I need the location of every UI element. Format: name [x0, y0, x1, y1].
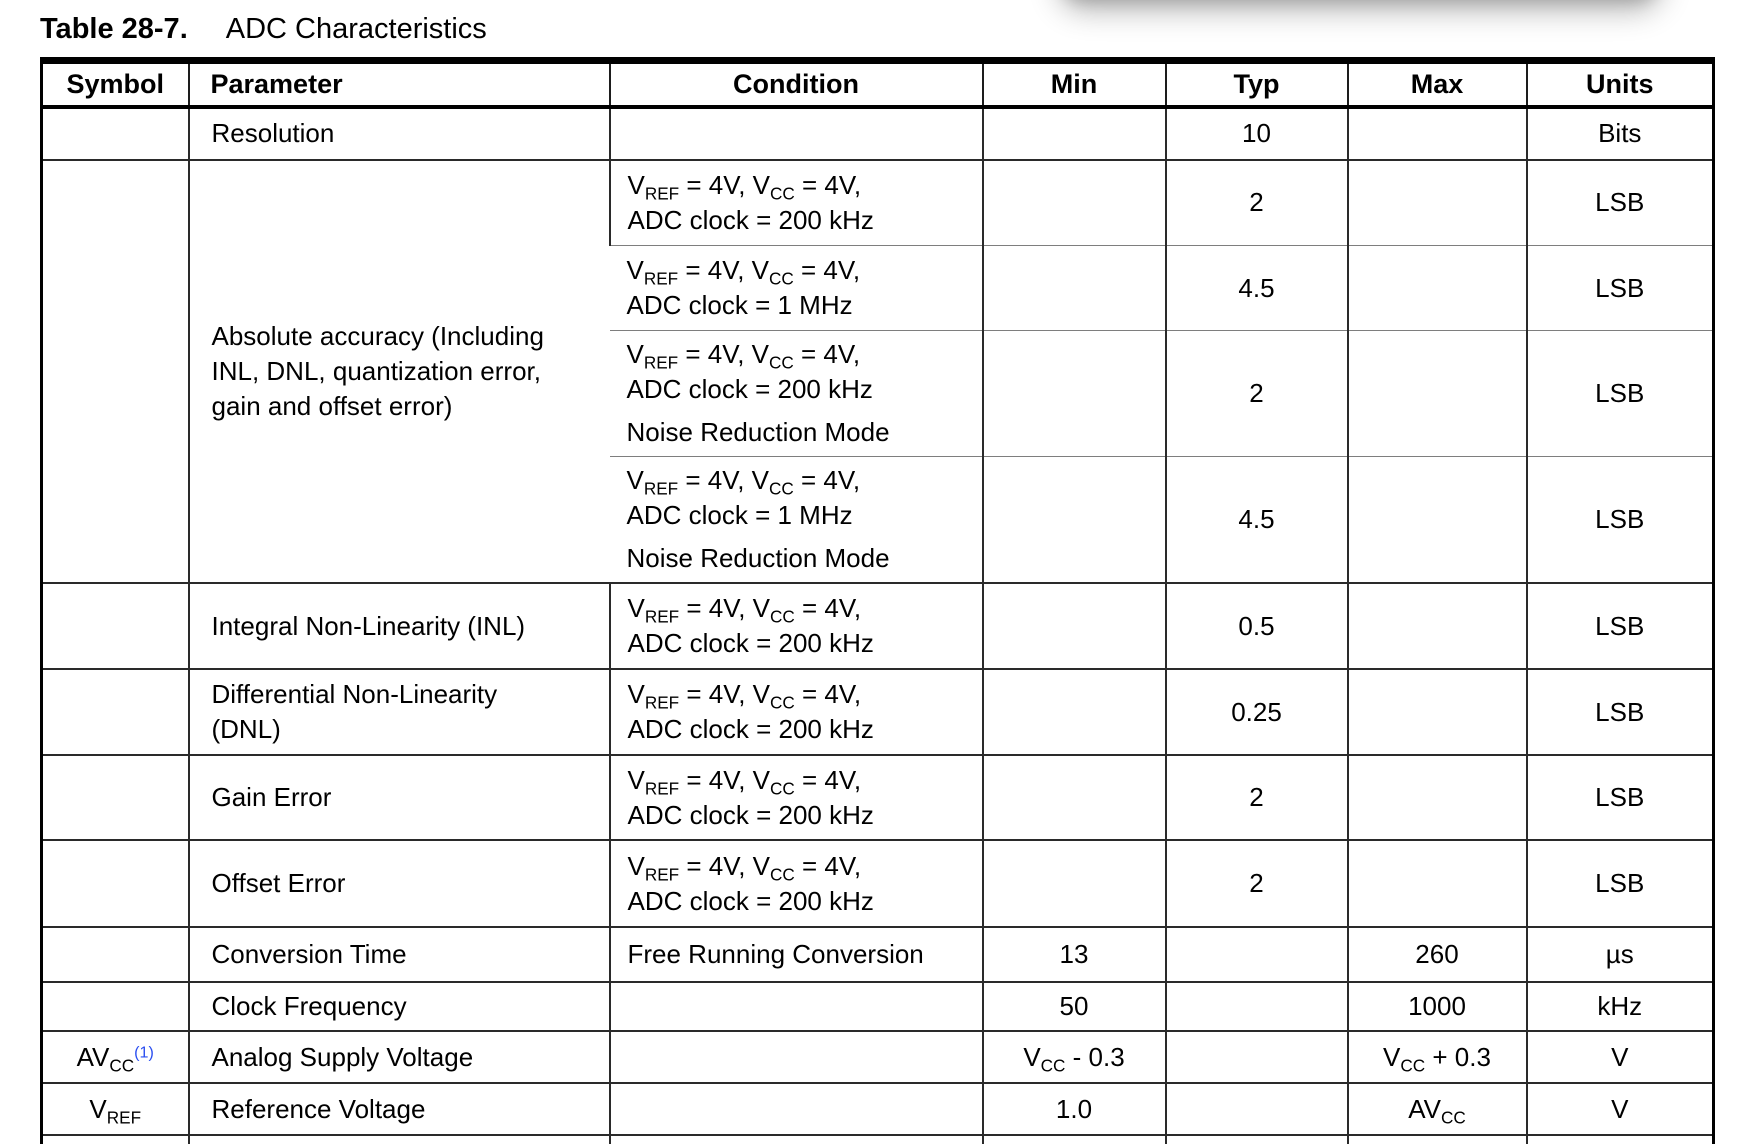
table-row: [42, 669, 1714, 755]
cell-symbol: $V_{REF}$: [42, 1083, 189, 1135]
cell-condition: $V_{REF} = 4V$, $V_{CC} = 4V$, ADC clock = 200 kHz: [610, 583, 983, 669]
cell-parameter: Conversion Time: [189, 927, 610, 982]
cell-max: [1348, 669, 1527, 755]
cell-min: [983, 160, 1166, 246]
cell-symbol: [42, 927, 189, 982]
cell-parameter: [189, 1135, 610, 1144]
table-number: Table 28-7.: [40, 13, 188, 45]
cell-condition: $V_{REF} = 4V$, $V_{CC} = 4V$, ADC clock = 200 kHz: [610, 840, 983, 927]
table-row: [42, 840, 1714, 927]
cell-max: 260: [1348, 927, 1527, 982]
table-row: [42, 1031, 1714, 1083]
cell-min: [983, 755, 1166, 840]
cell-max: [1348, 840, 1527, 927]
cell-symbol: [42, 982, 189, 1031]
col-header-typ: Typ: [1166, 61, 1348, 107]
cell-max: [1348, 755, 1527, 840]
cell-min: $V_{CC} - 0.3$: [983, 1031, 1166, 1083]
cell-symbol: $AV_{CC}^{(1)}$: [42, 1031, 189, 1083]
cell-typ: [1166, 1083, 1348, 1135]
cell-parameter: Clock Frequency: [189, 982, 610, 1031]
table-row: [42, 927, 1714, 982]
cell-units: LSB: [1527, 583, 1714, 669]
cell-units: LSB: [1527, 246, 1714, 331]
table-row: [42, 160, 1714, 246]
cell-min: [983, 457, 1166, 584]
cell-max: $V_{CC} + 0.3$: [1348, 1031, 1527, 1083]
col-header-condition: Condition: [610, 61, 983, 107]
table-caption: [40, 13, 487, 46]
cell-typ: [1166, 927, 1348, 982]
cell-typ: [1166, 982, 1348, 1031]
cell-condition: [610, 982, 983, 1031]
cell-units: LSB: [1527, 840, 1714, 927]
cell-units: V: [1527, 1083, 1714, 1135]
cell-parameter: Reference Voltage: [189, 1083, 610, 1135]
cell-units: [1527, 1135, 1714, 1144]
cell-typ: 4.5: [1166, 457, 1348, 584]
cell-parameter: Analog Supply Voltage: [189, 1031, 610, 1083]
col-header-units: Units: [1527, 61, 1714, 107]
cell-condition: [610, 1083, 983, 1135]
cell-min: 13: [983, 927, 1166, 982]
cell-typ: 2: [1166, 755, 1348, 840]
col-header-symbol: Symbol: [42, 61, 189, 107]
table-row: [42, 583, 1714, 669]
cell-units: LSB: [1527, 755, 1714, 840]
cell-units: LSB: [1527, 160, 1714, 246]
cell-typ: [1166, 1031, 1348, 1083]
cell-symbol: [42, 840, 189, 927]
cell-parameter: Offset Error: [189, 840, 610, 927]
cell-units: V: [1527, 1031, 1714, 1083]
cell-symbol: [42, 755, 189, 840]
cell-min: [983, 246, 1166, 331]
cell-typ: [1166, 1135, 1348, 1144]
cell-max: [1348, 246, 1527, 331]
cell-symbol: [42, 107, 189, 160]
cell-units: LSB: [1527, 331, 1714, 457]
cell-condition: $V_{REF} = 4V$, $V_{CC} = 4V$, ADC clock = 200 kHz: [610, 755, 983, 840]
cell-condition: $V_{REF} = 4V$, $V_{CC} = 4V$, ADC clock = 200 kHz: [610, 160, 983, 246]
cell-max: [1348, 160, 1527, 246]
cell-condition: Free Running Conversion: [610, 927, 983, 982]
cell-typ: 10: [1166, 107, 1348, 160]
cell-condition: $V_{REF} = 4V$, $V_{CC} = 4V$, ADC clock = 200 kHz Noise Reduction Mode: [610, 331, 983, 457]
cell-symbol: [42, 669, 189, 755]
col-header-max: Max: [1348, 61, 1527, 107]
cell-min: [983, 331, 1166, 457]
header-row: [42, 61, 1714, 107]
table-row: [42, 755, 1714, 840]
cell-condition: $V_{REF} = 4V$, $V_{CC} = 4V$, ADC clock = 1 MHz Noise Reduction Mode: [610, 457, 983, 584]
cell-symbol: [42, 160, 189, 584]
cell-min: 1.0: [983, 1083, 1166, 1135]
cell-units: Bits: [1527, 107, 1714, 160]
cell-min: [983, 840, 1166, 927]
adc-characteristics-table: [40, 57, 1715, 1144]
cell-typ: 2: [1166, 840, 1348, 927]
table-row: [42, 1135, 1714, 1144]
table-title: ADC Characteristics: [225, 13, 487, 45]
cell-typ: 0.25: [1166, 669, 1348, 755]
cell-units: µs: [1527, 927, 1714, 982]
cell-symbol: [42, 1135, 189, 1144]
cell-max: [1348, 107, 1527, 160]
cell-min: [983, 1135, 1166, 1144]
cell-typ: 2: [1166, 331, 1348, 457]
table-row: [42, 1083, 1714, 1135]
cell-units: LSB: [1527, 669, 1714, 755]
cell-units: kHz: [1527, 982, 1714, 1031]
cell-condition: [610, 1135, 983, 1144]
cell-condition: $V_{REF} = 4V$, $V_{CC} = 4V$, ADC clock = 200 kHz: [610, 669, 983, 755]
cell-max: [1348, 331, 1527, 457]
cell-parameter: Resolution: [189, 107, 610, 160]
table-row: [42, 107, 1714, 160]
cell-parameter: Integral Non-Linearity (INL): [189, 583, 610, 669]
cell-condition: $V_{REF} = 4V$, $V_{CC} = 4V$, ADC clock = 1 MHz: [610, 246, 983, 331]
cell-max: $AV_{CC}$: [1348, 1083, 1527, 1135]
col-header-min: Min: [983, 61, 1166, 107]
cell-parameter: Absolute accuracy (Including INL, DNL, quantization error, gain and offset error): [189, 160, 610, 584]
cell-typ: 0.5: [1166, 583, 1348, 669]
cell-min: 50: [983, 982, 1166, 1031]
col-header-parameter: Parameter: [189, 61, 610, 107]
cell-min: [983, 669, 1166, 755]
cell-min: [983, 583, 1166, 669]
table-row: [42, 982, 1714, 1031]
cell-max: [1348, 457, 1527, 584]
cell-parameter: Differential Non-Linearity (DNL): [189, 669, 610, 755]
cell-typ: 4.5: [1166, 246, 1348, 331]
cell-max: 1000: [1348, 982, 1527, 1031]
cell-parameter: Gain Error: [189, 755, 610, 840]
cell-units: LSB: [1527, 457, 1714, 584]
cell-condition: [610, 1031, 983, 1083]
cell-typ: 2: [1166, 160, 1348, 246]
cell-max: [1348, 1135, 1527, 1144]
cell-min: [983, 107, 1166, 160]
cell-condition: [610, 107, 983, 160]
cell-symbol: [42, 583, 189, 669]
cell-max: [1348, 583, 1527, 669]
